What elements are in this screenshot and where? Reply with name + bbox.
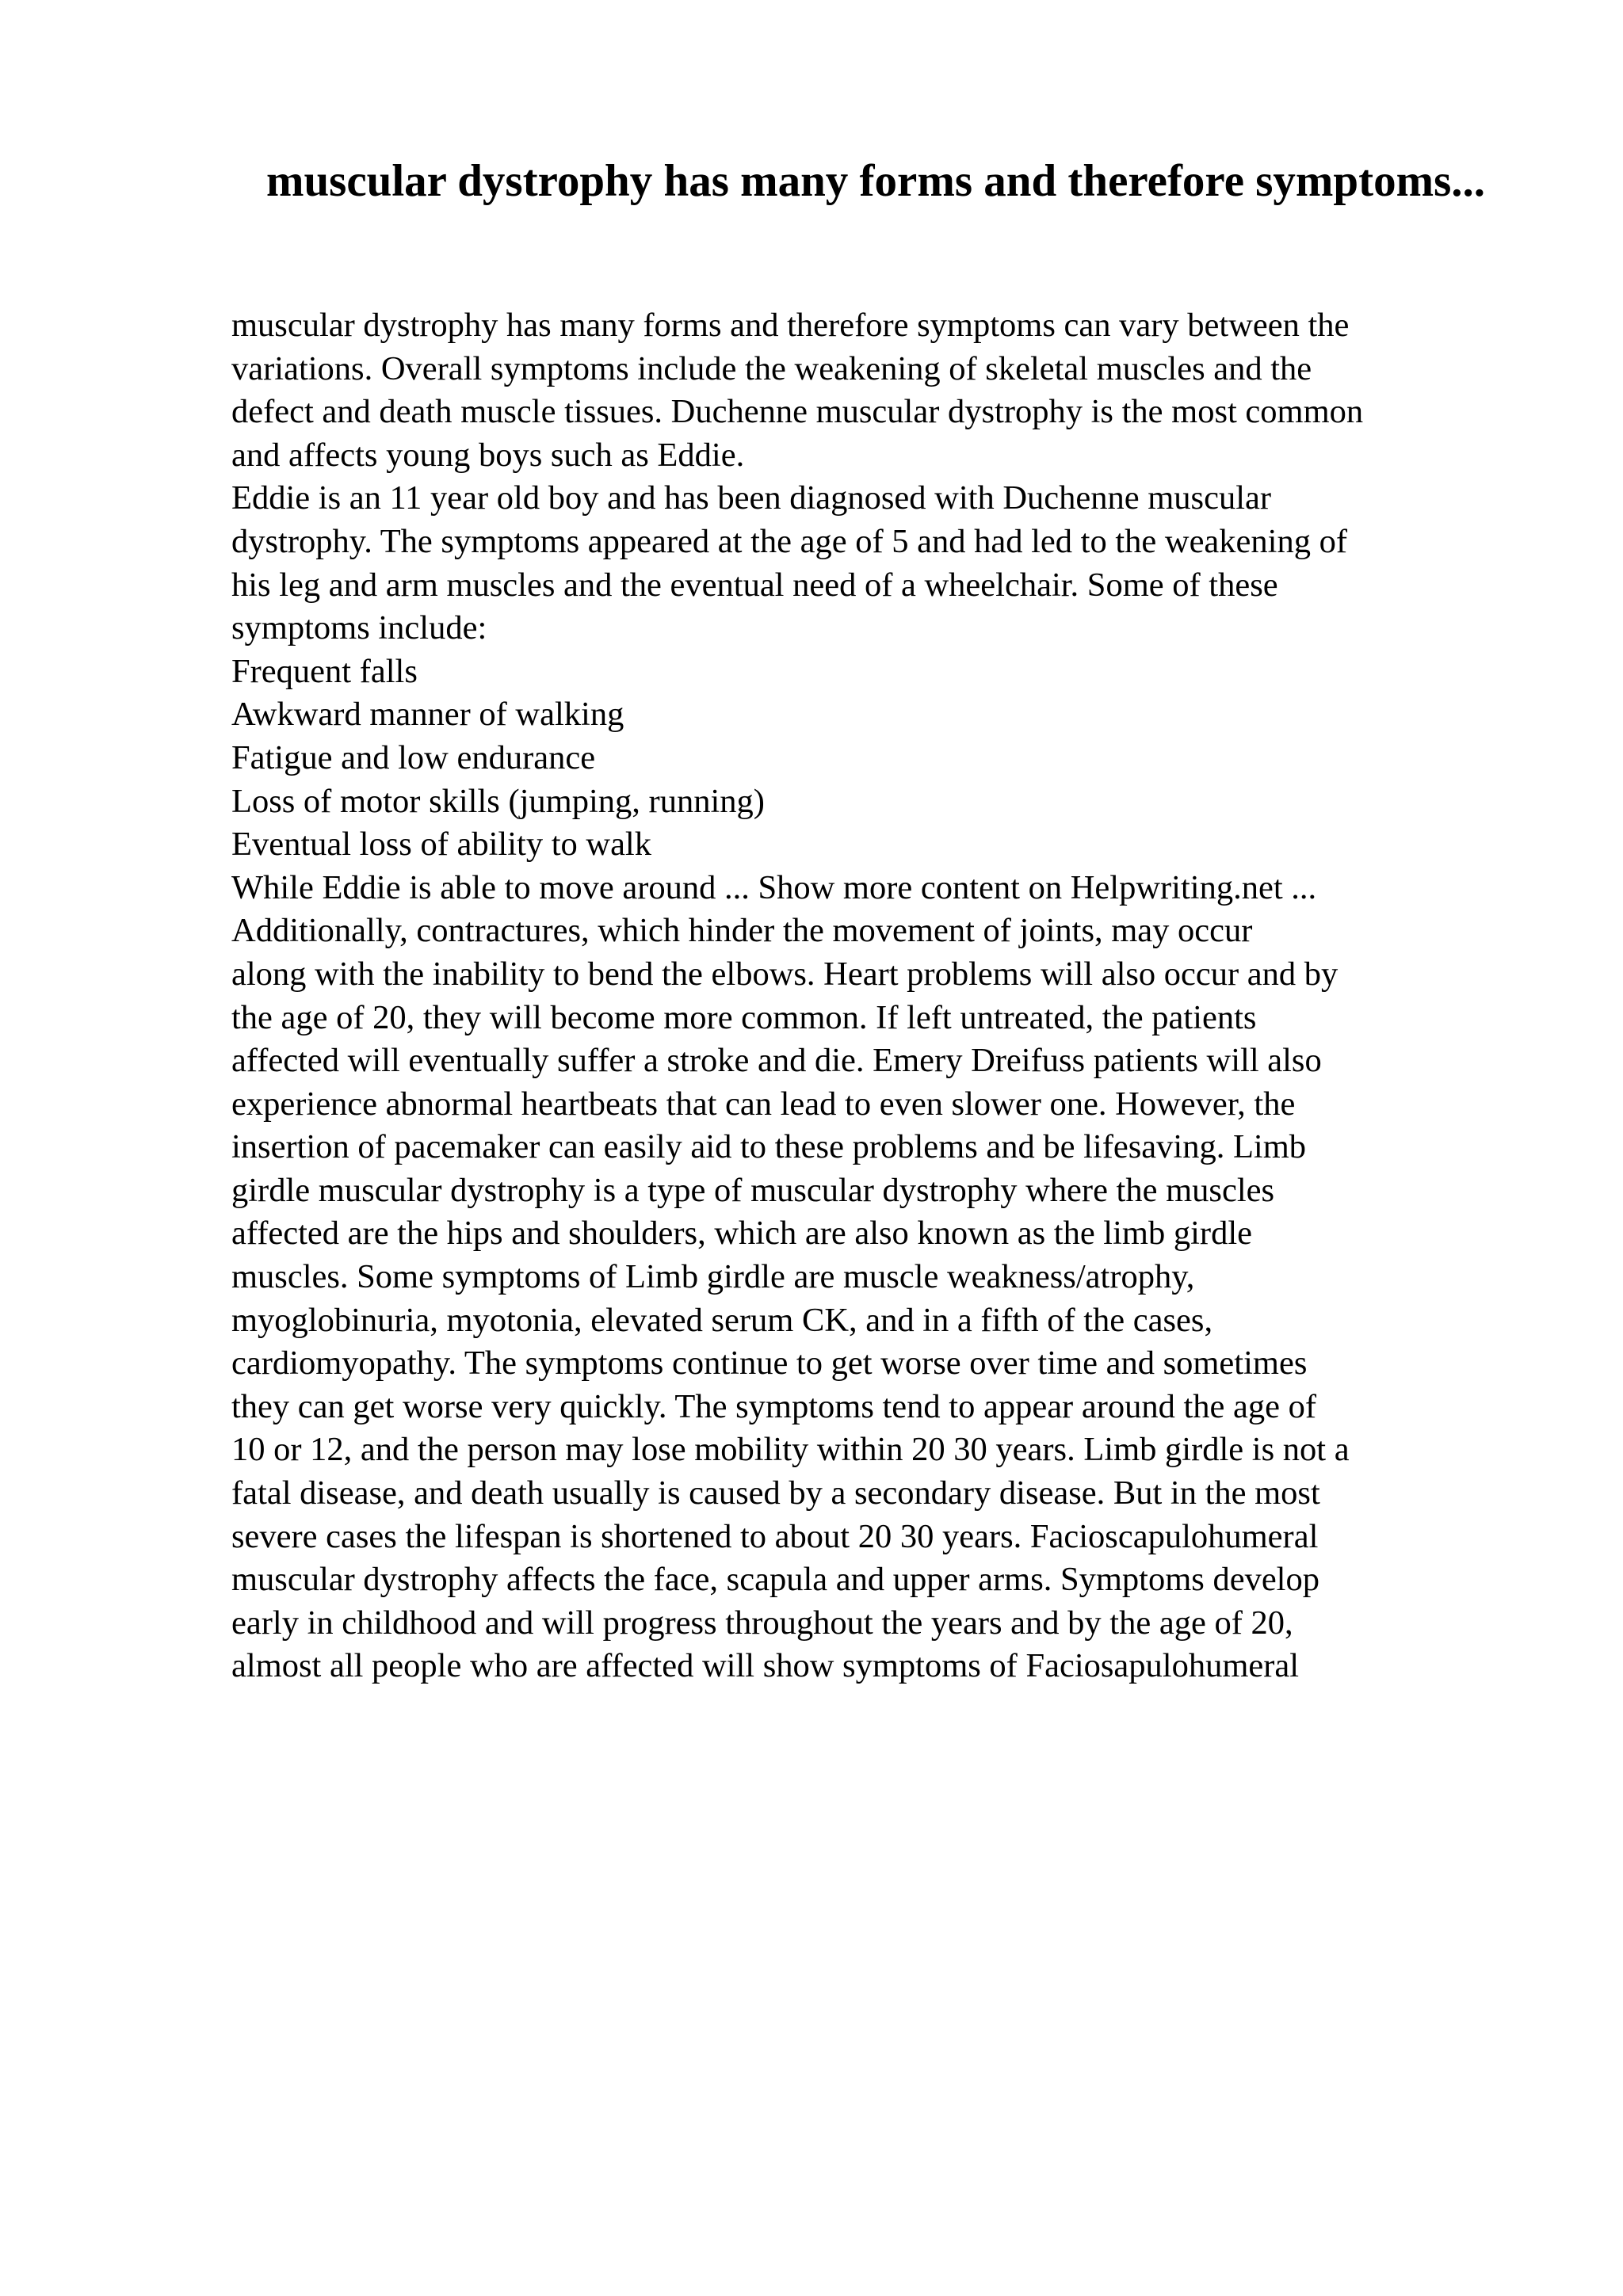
body-text-line: his leg and arm muscles and the eventual need of a wheelchair. Some of these [231, 566, 1278, 604]
document-title: muscular dystrophy has many forms and therefore symptoms... [265, 156, 1486, 206]
body-text-line: girdle muscular dystrophy is a type of muscular dystrophy where the muscles [231, 1171, 1275, 1209]
body-text-line: Awkward manner of walking [231, 696, 624, 734]
body-text-line: 10 or 12, and the person may lose mobility within 20 30 years. Limb girdle is not a [231, 1431, 1350, 1469]
body-text-line: defect and death muscle tissues. Duchenne muscular dystrophy is the most common [231, 393, 1364, 431]
body-text-line: myoglobinuria, myotonia, elevated serum CK, and in a fifth of the cases, [231, 1301, 1213, 1339]
body-text-line: Eddie is an 11 year old boy and has been diagnosed with Duchenne muscular [231, 479, 1272, 517]
body-text-line: and affects young boys such as Eddie. [231, 436, 745, 474]
body-text-line: Frequent falls [231, 652, 418, 690]
body-text-line: they can get worse very quickly. The symptoms tend to appear around the age of [231, 1387, 1317, 1425]
body-text-line: insertion of pacemaker can easily aid to these problems and be lifesaving. Limb [231, 1128, 1307, 1166]
body-text-line: Additionally, contractures, which hinder the movement of joints, may occur [231, 912, 1253, 950]
body-text-line: early in childhood and will progress throughout the years and by the age of 20, [231, 1604, 1293, 1642]
body-text-line: fatal disease, and death usually is caused by a secondary disease. But in the most [231, 1474, 1320, 1512]
body-text-line: affected will eventually suffer a stroke and die. Emery Dreifuss patients will also [231, 1042, 1322, 1080]
document-body [231, 304, 1515, 1688]
body-text-line: Eventual loss of ability to walk [231, 826, 651, 864]
body-text-line: While Eddie is able to move around ... Show more content on Helpwriting.net ... [231, 868, 1317, 906]
body-text-line: along with the inability to bend the elbows. Heart problems will also occur and by [231, 955, 1338, 993]
body-text-line: muscular dystrophy affects the face, scapula and upper arms. Symptoms develop [231, 1561, 1319, 1599]
body-text-line: affected are the hips and shoulders, which are also known as the limb girdle [231, 1215, 1252, 1253]
body-text-line: dystrophy. The symptoms appeared at the age of 5 and had led to the weakening of [231, 522, 1347, 560]
body-text-line: severe cases the lifespan is shortened to about 20 30 years. Facioscapulohumeral [231, 1517, 1319, 1555]
body-text-line: experience abnormal heartbeats that can lead to even slower one. However, the [231, 1085, 1296, 1123]
body-text-line: almost all people who are affected will show symptoms of Faciosapulohumeral [231, 1647, 1300, 1685]
body-text-line: Loss of motor skills (jumping, running) [231, 782, 765, 820]
body-text-line: muscular dystrophy has many forms and therefore symptoms can vary between the [231, 307, 1350, 344]
body-text-line: the age of 20, they will become more common. If left untreated, the patients [231, 998, 1257, 1036]
body-text-line: cardiomyopathy. The symptoms continue to get worse over time and sometimes [231, 1344, 1308, 1383]
body-text-line: variations. Overall symptoms include the weakening of skeletal muscles and the [231, 349, 1312, 387]
body-text-line: symptoms include: [231, 609, 487, 647]
body-text-line: muscles. Some symptoms of Limb girdle are muscle weakness/atrophy, [231, 1258, 1195, 1296]
body-text-line: Fatigue and low endurance [231, 738, 596, 776]
